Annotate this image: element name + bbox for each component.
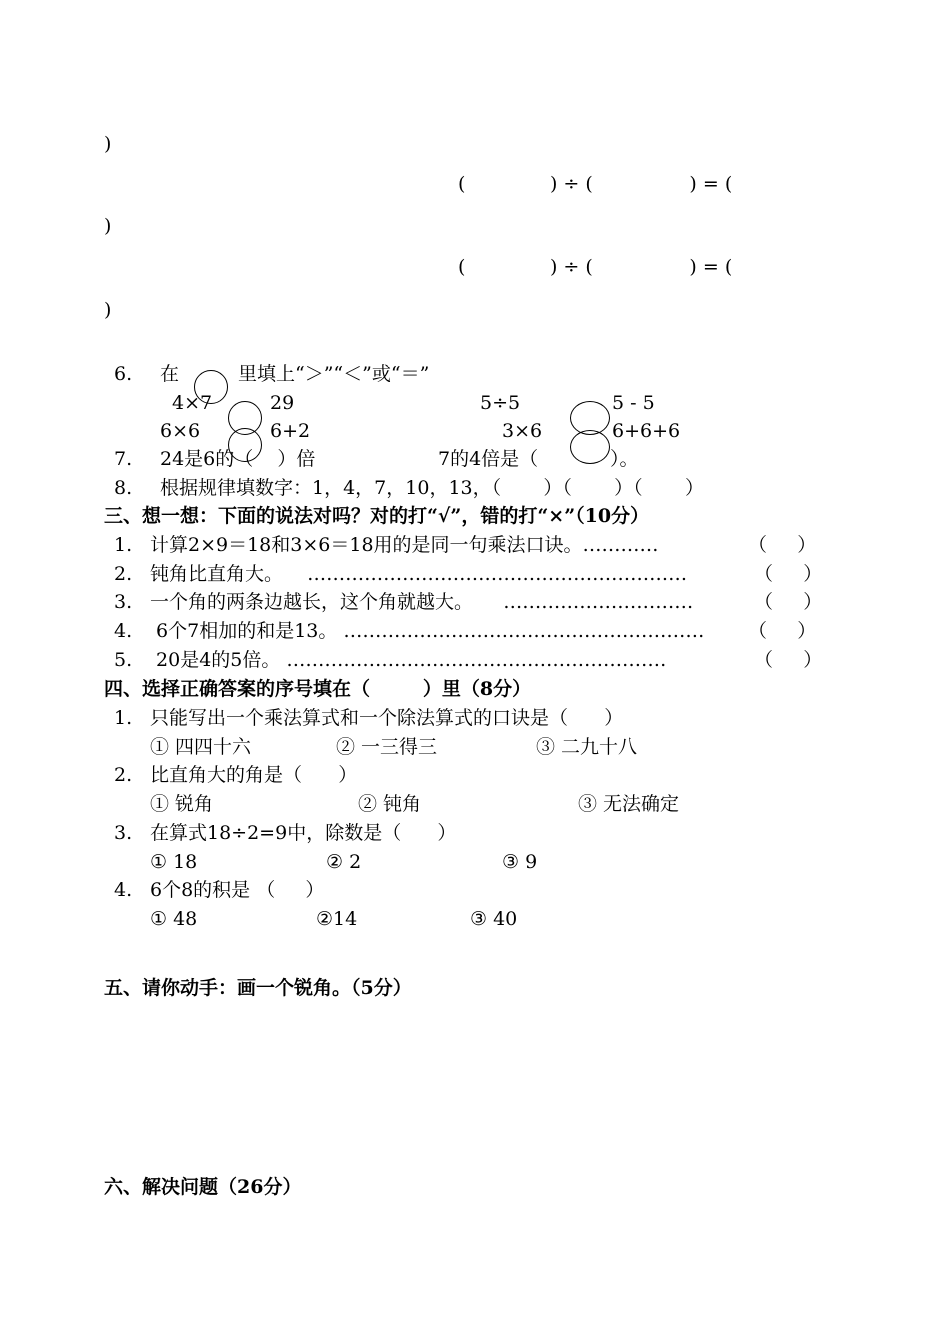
q6-r2-left: 6×6: [160, 420, 201, 442]
comparison-circle-icon: [570, 430, 610, 464]
sec3-item-text: 计算2×9＝18和3×6＝18用的是同一句乘法口诀。…………: [150, 534, 659, 556]
sec3-item-number: 5.: [114, 649, 133, 671]
sec3-item-paren: （ ）: [748, 620, 817, 642]
sec4-q3-option: ① 18: [150, 851, 198, 873]
paren-close-3: ): [104, 299, 112, 321]
sec3-item-paren: （ ）: [748, 534, 817, 556]
q8-number: 8.: [114, 477, 133, 499]
section-6-title: 六、解决问题（26分）: [104, 1176, 302, 1198]
sec4-q2-option: ② 钝角: [358, 793, 422, 815]
q8-text: 根据规律填数字：1，4，7，10，13，（ ）（ ）（ ）: [160, 477, 704, 499]
q6-text-a: 在: [160, 363, 180, 385]
sec4-q3-text: 在算式18÷2=9中，除数是（ ）: [150, 822, 457, 844]
sec3-item-number: 2.: [114, 563, 133, 585]
section-5-title: 五、请你动手：画一个锐角。（5分）: [104, 977, 412, 999]
q7-number: 7.: [114, 448, 133, 470]
sec4-q1-option: ② 一三得三: [336, 736, 438, 758]
q7-text-b: 7的4倍是（: [438, 448, 539, 470]
sec3-item-text: 20是4的5倍。 ……………………………………………………: [150, 649, 667, 671]
paren-close-1: ): [104, 133, 112, 155]
sec4-q2-number: 2.: [114, 764, 133, 786]
q6-text-b: 里填上“＞”“＜”或“＝”: [238, 363, 430, 385]
q7-text: 24是6的（ ）倍: [160, 448, 316, 470]
sec4-q1-text: 只能写出一个乘法算式和一个除法算式的口诀是（ ）: [150, 707, 624, 729]
paren-close-2: ): [104, 215, 112, 237]
sec4-q4-number: 4.: [114, 879, 133, 901]
section-4-title: 四、选择正确答案的序号填在（ ）里（8分）: [104, 678, 532, 700]
q6-r1-left: 4×7: [172, 392, 213, 414]
division-expression-1: ( ) ÷ ( ) = (: [458, 173, 733, 195]
sec3-item-paren: （ ）: [754, 649, 823, 671]
q7-text-c: ）。: [610, 448, 639, 470]
q6-r1-mid: 29: [270, 392, 295, 414]
sec3-item-paren: （ ）: [754, 591, 823, 613]
sec4-q4-text: 6个8的积是 （ ）: [150, 879, 325, 901]
sec4-q3-option: ② 2: [326, 851, 362, 873]
sec4-q2-option: ③ 无法确定: [578, 793, 680, 815]
sec4-q4-option: ① 48: [150, 908, 198, 930]
sec3-item-text: 一个角的两条边越长，这个角就越大。 …………………………: [150, 591, 694, 613]
sec4-q3-number: 3.: [114, 822, 133, 844]
sec3-item-text: 钝角比直角大。 ……………………………………………………: [150, 563, 688, 585]
sec4-q1-number: 1.: [114, 707, 133, 729]
division-expression-2: ( ) ÷ ( ) = (: [458, 256, 733, 278]
sec4-q4-option: ③ 40: [470, 908, 518, 930]
q6-r1-right-a: 5÷5: [480, 392, 521, 414]
sec4-q2-option: ① 锐角: [150, 793, 214, 815]
sec3-item-number: 3.: [114, 591, 133, 613]
sec4-q4-option: ②14: [316, 908, 358, 930]
sec4-q2-text: 比直角大的角是（ ）: [150, 764, 358, 786]
q6-r2-right-b: 6+6+6: [612, 420, 681, 442]
sec3-item-paren: （ ）: [754, 563, 823, 585]
q6-r2-right-a: 3×6: [502, 420, 543, 442]
q6-r1-right-b: 5 - 5: [612, 392, 655, 414]
sec3-item-number: 1.: [114, 534, 133, 556]
q6-number: 6.: [114, 363, 133, 385]
sec3-item-number: 4.: [114, 620, 133, 642]
sec4-q3-option: ③ 9: [502, 851, 538, 873]
sec3-item-text: 6个7相加的和是13。 …………………………………………………: [150, 620, 705, 642]
sec4-q1-option: ① 四四十六: [150, 736, 252, 758]
q6-r2-mid: 6+2: [270, 420, 311, 442]
sec4-q1-option: ③ 二九十八: [536, 736, 638, 758]
section-3-title: 三、想一想：下面的说法对吗？对的打“√”，错的打“×”（10分）: [104, 505, 650, 527]
